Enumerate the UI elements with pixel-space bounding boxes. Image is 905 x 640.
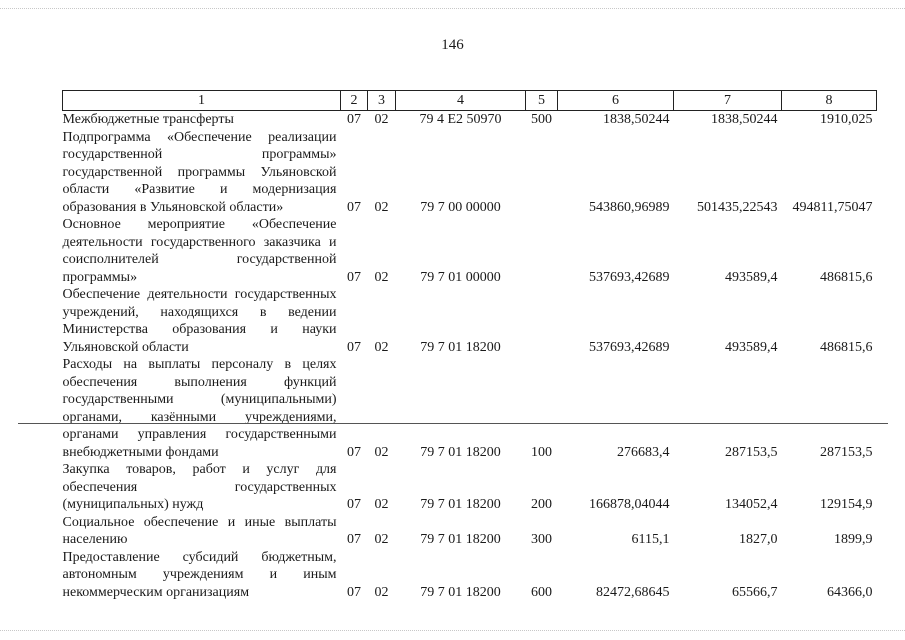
- row-expense-type: [526, 129, 558, 217]
- row-section: 07: [347, 269, 361, 285]
- table-row: [63, 111, 877, 129]
- row-target-code: 79 7 01 00000: [420, 269, 501, 285]
- row-name: Основное мероприятие «Обеспечение деятельности государственного заказчика и соисполнителей государственной программы»: [62, 217, 337, 285]
- row-expense-type: 200: [531, 497, 552, 512]
- row-value-col8: 1899,9: [834, 532, 873, 547]
- row-section: 07: [347, 497, 361, 512]
- row-expense-type: 300: [531, 532, 552, 547]
- row-name: Расходы на выплаты персоналу в целях обеспечения выполнения функций государственными (муниципальными) органами, казёнными учреждениями, органами управления государственными внебюджетными фондами: [62, 357, 337, 460]
- row-value-col6: 276683,4: [617, 444, 670, 460]
- row-section: 07: [347, 444, 361, 460]
- row-value-col8: 494811,75047: [792, 199, 873, 215]
- row-value-col7: 287153,5: [725, 444, 778, 460]
- row-target-code: 79 7 01 18200: [420, 339, 501, 355]
- row-subsection: 02: [374, 269, 389, 285]
- row-value-col7: 493589,4: [725, 339, 778, 355]
- row-target-code: 79 4 E2 50970: [419, 112, 502, 127]
- header-col-2: 2: [341, 91, 368, 111]
- row-value-col6: 166878,04044: [589, 497, 670, 512]
- table-body: [63, 111, 877, 602]
- row-value-col6: 6115,1: [631, 532, 670, 547]
- row-target-code: 79 7 01 18200: [420, 444, 501, 460]
- header-col-8: 8: [782, 91, 877, 111]
- row-subsection: 02: [374, 339, 389, 355]
- row-name: Межбюджетные трансферты: [62, 112, 234, 127]
- table-row: [63, 461, 877, 514]
- row-value-col8: 129154,9: [820, 497, 873, 512]
- row-expense-type: [526, 286, 558, 356]
- row-name: Предоставление субсидий бюджетным, автономным учреждениям и иным некоммерческим организациям: [62, 549, 337, 600]
- row-subsection: 02: [374, 112, 389, 127]
- table-row: [63, 286, 877, 356]
- row-value-col8: 486815,6: [820, 339, 873, 355]
- row-name: Социальное обеспечение и иные выплаты населению: [62, 514, 337, 547]
- header-col-4: 4: [396, 91, 526, 111]
- table-header: [63, 91, 877, 111]
- row-name: Обеспечение деятельности государственных учреждений, находящихся в ведении Министерства образования и науки Ульяновской области: [62, 287, 337, 355]
- row-value-col8: 64366,0: [827, 584, 873, 600]
- row-value-col7: 65566,7: [732, 584, 778, 600]
- row-value-col6: 537693,42689: [589, 269, 670, 285]
- row-subsection: 02: [374, 497, 389, 512]
- row-section: 07: [347, 199, 361, 215]
- row-section: 07: [347, 339, 361, 355]
- row-target-code: 79 7 01 18200: [420, 584, 501, 600]
- row-expense-type: 600: [531, 584, 552, 600]
- table-row: [63, 549, 877, 602]
- table-row: [63, 514, 877, 549]
- row-value-col8: 486815,6: [820, 269, 873, 285]
- row-value-col6: 537693,42689: [589, 339, 670, 355]
- row-expense-type: [526, 216, 558, 286]
- row-value-col7: 1827,0: [739, 532, 778, 547]
- table-row: [63, 129, 877, 217]
- row-subsection: 02: [374, 584, 389, 600]
- row-value-col7: 1838,50244: [711, 112, 778, 127]
- scan-artifact-top: [0, 8, 905, 10]
- row-target-code: 79 7 01 18200: [420, 532, 501, 547]
- table-row: [63, 216, 877, 286]
- row-target-code: 79 7 01 18200: [420, 497, 501, 512]
- row-value-col8: 1910,025: [820, 112, 873, 127]
- table-row: [63, 356, 877, 461]
- row-subsection: 02: [374, 199, 389, 215]
- page-number: 146: [441, 37, 464, 53]
- row-value-col7: 134052,4: [725, 497, 778, 512]
- row-target-code: 79 7 00 00000: [420, 199, 501, 215]
- row-section: 07: [347, 532, 361, 547]
- page-tear-line: [18, 423, 888, 424]
- row-subsection: 02: [374, 532, 389, 547]
- header-col-5: 5: [526, 91, 558, 111]
- row-subsection: 02: [374, 444, 389, 460]
- header-col-6: 6: [558, 91, 674, 111]
- row-value-col6: 82472,68645: [596, 584, 670, 600]
- row-name: Подпрограмма «Обеспечение реализации государственной программы» государственной программы Ульяновской области «Развитие и модернизация образования в Ульяновской области»: [62, 129, 337, 215]
- row-value-col7: 501435,22543: [697, 199, 778, 215]
- row-section: 07: [347, 112, 361, 127]
- row-value-col6: 1838,50244: [603, 112, 670, 127]
- row-expense-type: 100: [531, 444, 552, 460]
- budget-table: [62, 90, 877, 601]
- row-expense-type: 500: [531, 112, 552, 127]
- header-col-1: 1: [63, 91, 341, 111]
- row-name: Закупка товаров, работ и услуг для обеспечения государственных (муниципальных) нужд: [62, 462, 337, 512]
- header-col-7: 7: [674, 91, 782, 111]
- header-col-3: 3: [368, 91, 396, 111]
- scan-artifact-bottom: [0, 630, 905, 632]
- row-value-col6: 543860,96989: [589, 199, 670, 215]
- row-value-col7: 493589,4: [725, 269, 778, 285]
- row-section: 07: [347, 584, 361, 600]
- row-value-col8: 287153,5: [820, 444, 873, 460]
